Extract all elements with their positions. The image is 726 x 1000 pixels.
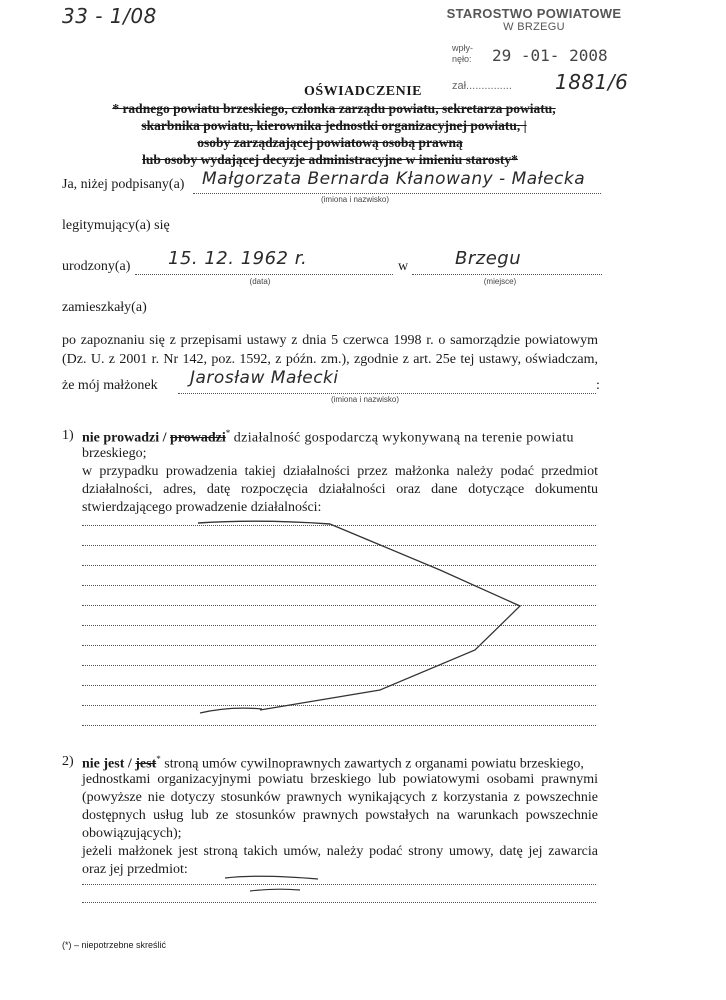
stamp-zal-dots: .............. [469, 80, 512, 92]
section1-line-3: w przypadku prowadzenia takiej działalności przez małżonka należy podać przedmiot [82, 464, 598, 479]
residence-label: zamieszkały(a) [62, 300, 147, 315]
header-line-3: osoby zarządzającej powiatową osobą prawną [197, 135, 463, 150]
section1-line-4: działalności, adres, datę rozpoczęcia działalności oraz dane dotyczące dokumentu [82, 482, 598, 497]
stamp-office-town: W BRZEGU [503, 21, 565, 33]
registration-number: 1881/6 [555, 70, 629, 94]
id-label: legitymujący(a) się [62, 218, 170, 233]
spouse-name-caption: (imiona i nazwisko) [330, 395, 400, 404]
intro-line-1: po zapoznaniu się z przepisami ustawy z dnia 5 czerwca 1998 r. o samorządzie powiatowym [62, 333, 598, 348]
section2-line-2: jednostkami organizacyjnymi powiatu brzeskiego lub powiatowymi osobami prawnymi [82, 772, 598, 787]
section1-line-5: stwierdzającego prowadzenie działalności: [82, 500, 322, 515]
spouse-prefix: że mój małżonek [62, 378, 158, 393]
document-title: OŚWIADCZENIE [303, 84, 423, 99]
header-line-2: skarbnika powiatu, kierownika jednostki organizacyjnej powiatu, | [141, 118, 527, 133]
section2-line-3: (powyższe nie dotyczy stosunków prawnych wynikających z korzystania z powszechnie [82, 790, 598, 805]
stamp-received-date: 29 -01- 2008 [492, 46, 608, 65]
section2-line-6: jeżeli małżonek jest stroną takich umów, należy podać strony umowy, datę jej zawarcia [82, 844, 598, 859]
section2-line-7: oraz jej przedmiot: [82, 862, 188, 877]
section1-star: * [225, 428, 231, 438]
birth-place: Brzegu [455, 248, 522, 269]
section1-line-2: brzeskiego; [82, 446, 147, 461]
section1-option-yes: prowadzi [170, 430, 226, 446]
reference-number: 33 - 1/08 [62, 4, 157, 28]
spouse-name: Jarosław Małecki [190, 368, 339, 388]
declarant-name: Małgorzata Bernarda Kłanowany - Małecka [202, 169, 586, 189]
header-line-1: * radnego powiatu brzeskiego, członka zarządu powiatu, sekretarza powiatu, [112, 101, 556, 116]
section2-line-5: obowiązujących); [82, 826, 182, 841]
section2-option-yes: jest [135, 756, 157, 772]
declarant-prefix: Ja, niżej podpisany(a) [62, 177, 185, 192]
birth-place-caption: (miejsce) [483, 277, 517, 286]
footnote: (*) – niepotrzebne skreślić [62, 940, 167, 950]
header-line-4: lub osoby wydającej decyzje administracyjne w imieniu starosty* [142, 152, 518, 167]
section1-option-no: nie prowadzi / [82, 430, 167, 446]
birth-place-w: w [398, 259, 409, 274]
stamp-received-label-1: wpły- [452, 43, 474, 53]
answer-line [82, 902, 596, 903]
stamp-received-label-2: nęło: [452, 54, 472, 64]
born-label: urodzony(a) [62, 259, 131, 274]
stamp-office-name: STAROSTWO POWIATOWE [446, 6, 622, 21]
section2-line-1 [82, 754, 598, 773]
declarant-name-caption: (imiona i nazwisko) [320, 195, 390, 204]
spouse-colon: : [596, 378, 600, 393]
birth-date: 15. 12. 1962 r. [168, 248, 308, 269]
section1-number: 1) [62, 428, 74, 443]
section2-star: * [156, 754, 161, 764]
section2-number: 2) [62, 754, 74, 769]
stamp-zal-text: zał. [452, 80, 470, 92]
birth-date-caption: (data) [249, 277, 271, 286]
answer-line [82, 884, 596, 885]
section2-line1-text: stroną umów cywilnoprawnych zawartych z organami powiatu brzeskiego, [164, 756, 584, 772]
intro-line-2: (Dz. U. z 2001 r. Nr 142, poz. 1592, z późn. zm.), zgodnie z art. 25e tej ustawy, oświadczam, [62, 352, 598, 367]
section2-option-no: nie jest / [82, 756, 132, 772]
section1-line1-text: działalność gospodarczą wykonywaną na terenie powiatu [233, 430, 574, 446]
section2-line-4: dostępnych usług lub ze stosunków prawnych powstałych na warunkach powszechnie [82, 808, 598, 823]
